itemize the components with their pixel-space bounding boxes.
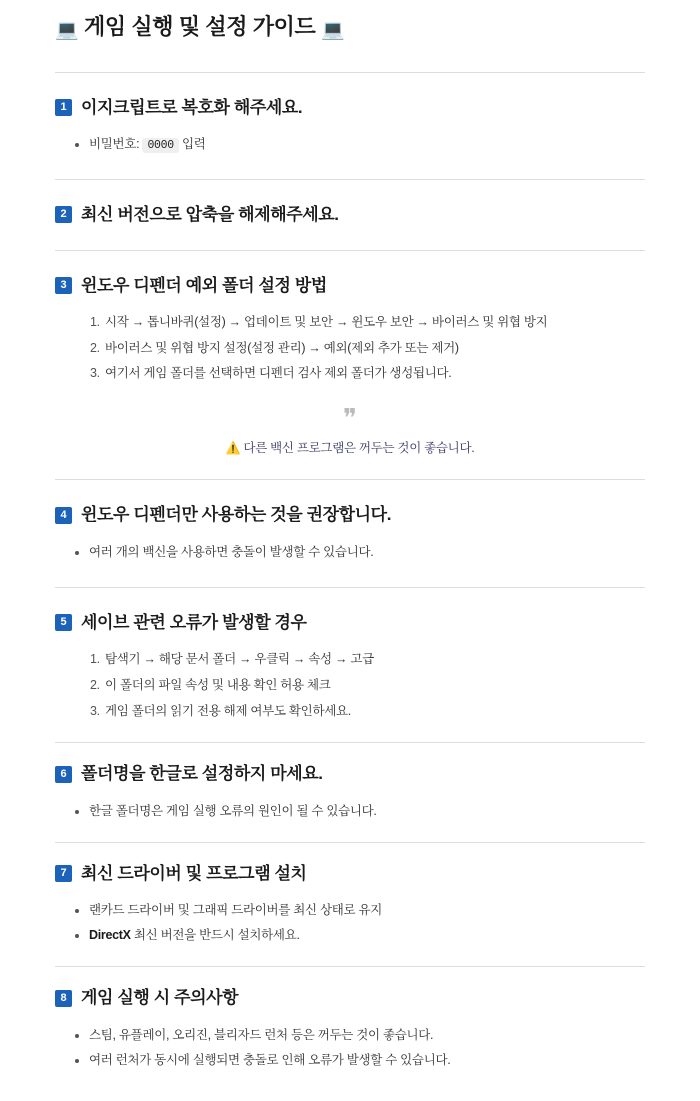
list-item: 2. 이 폴더의 파일 속성 및 내용 확인 허용 체크	[103, 673, 645, 699]
section-8-bullet-list	[55, 1023, 645, 1073]
section-8-title: 게임 실행 시 주의사항	[81, 988, 239, 1008]
section-2-heading	[55, 202, 645, 228]
section-3	[55, 273, 645, 458]
divider	[55, 587, 645, 588]
section-1	[55, 95, 645, 158]
section-2-title: 최신 버전으로 압축을 해제해주세요.	[81, 205, 339, 224]
section-7-bullet-list	[55, 898, 645, 948]
step-number-badge: 3	[55, 277, 72, 294]
divider	[55, 250, 645, 251]
password-code: 0000	[142, 138, 178, 153]
step-number-badge: 1	[55, 99, 72, 116]
tip-callout	[55, 403, 645, 458]
list-item: 2. 바이러스 및 위협 방지 설정(설정 관리) → 예외(제외 추가 또는 제거)	[103, 336, 645, 362]
divider	[55, 966, 645, 967]
section-6	[55, 761, 645, 824]
section-3-step-list	[55, 310, 645, 387]
list-item: 여러 런처가 동시에 실행되면 충돌로 인해 오류가 발생할 수 있습니다.	[89, 1048, 645, 1073]
section-6-bullet-list	[55, 799, 645, 824]
section-7-heading	[55, 861, 645, 887]
laptop-icon-right: 💻	[321, 20, 345, 41]
section-4-heading	[55, 502, 645, 528]
divider	[55, 179, 645, 180]
step-number-badge: 4	[55, 507, 72, 524]
list-item: 1. 시작 → 톱니바퀴(설정) → 업데이트 및 보안 → 윈도우 보안 → 바이러스 및 위협 방지	[103, 310, 645, 336]
directx-label: DirectX	[89, 928, 131, 943]
section-5	[55, 610, 645, 724]
divider	[55, 742, 645, 743]
divider	[55, 72, 645, 73]
list-item: 여러 개의 백신을 사용하면 충돌이 발생할 수 있습니다.	[89, 540, 645, 565]
laptop-icon-left: 💻	[55, 20, 79, 41]
list-item: 3. 게임 폴더의 읽기 전용 해제 여부도 확인하세요.	[103, 699, 645, 725]
bullet-text-pre: 비밀번호:	[89, 137, 143, 151]
divider	[55, 842, 645, 843]
section-5-step-list	[55, 647, 645, 724]
list-item: 랜카드 드라이버 및 그래픽 드라이버를 최신 상태로 유지	[89, 898, 645, 923]
section-7	[55, 861, 645, 949]
list-item: 한글 폴더명은 게임 실행 오류의 원인이 될 수 있습니다.	[89, 799, 645, 824]
guide-document	[0, 10, 700, 1101]
tip-text	[226, 441, 475, 455]
section-1-bullet-list	[55, 132, 645, 157]
warning-icon: ⚠️	[225, 441, 241, 456]
section-5-heading	[55, 610, 645, 636]
section-3-heading	[55, 273, 645, 299]
section-1-title: 이지크립트로 복호화 해주세요.	[81, 97, 303, 117]
list-item	[89, 132, 645, 157]
section-4-bullet-list	[55, 540, 645, 565]
section-5-title: 세이브 관련 오류가 발생할 경우	[81, 612, 307, 632]
section-3-title: 윈도우 디펜더 예외 폴더 설정 방법	[81, 275, 327, 295]
step-number-badge: 6	[55, 766, 72, 783]
section-6-title: 폴더명을 한글로 설정하지 마세요.	[81, 764, 323, 784]
bullet-text-post: 입력	[178, 137, 206, 151]
section-8	[55, 985, 645, 1073]
section-6-heading	[55, 761, 645, 787]
page-title-text: 게임 실행 및 설정 가이드	[83, 14, 316, 39]
list-item: 스팀, 유플레이, 오리진, 블리자드 런처 등은 꺼두는 것이 좋습니다.	[89, 1023, 645, 1048]
page-title	[55, 10, 645, 50]
step-number-badge: 8	[55, 990, 72, 1007]
list-item: 3. 여기서 게임 폴더를 선택하면 디펜더 검사 제외 폴더가 생성됩니다.	[103, 361, 645, 387]
step-number-badge: 5	[55, 614, 72, 631]
bullet-text-post: 최신 버전을 반드시 설치하세요.	[130, 928, 300, 943]
step-number-badge: 7	[55, 865, 72, 882]
section-4	[55, 502, 645, 565]
section-7-title: 최신 드라이버 및 프로그램 설치	[81, 863, 307, 883]
list-item	[89, 923, 645, 948]
tip-message: 다른 백신 프로그램은 꺼두는 것이 좋습니다.	[243, 441, 475, 456]
trailing-space	[55, 1073, 645, 1081]
section-1-heading	[55, 95, 645, 121]
quote-mark-icon: ❞	[343, 403, 357, 433]
section-4-title: 윈도우 디펜더만 사용하는 것을 권장합니다.	[81, 505, 392, 525]
section-8-heading	[55, 985, 645, 1011]
divider	[55, 479, 645, 480]
list-item: 1. 탐색기 → 해당 문서 폴더 → 우클릭 → 속성 → 고급	[103, 647, 645, 673]
section-2	[55, 202, 645, 228]
step-number-badge: 2	[55, 206, 72, 223]
